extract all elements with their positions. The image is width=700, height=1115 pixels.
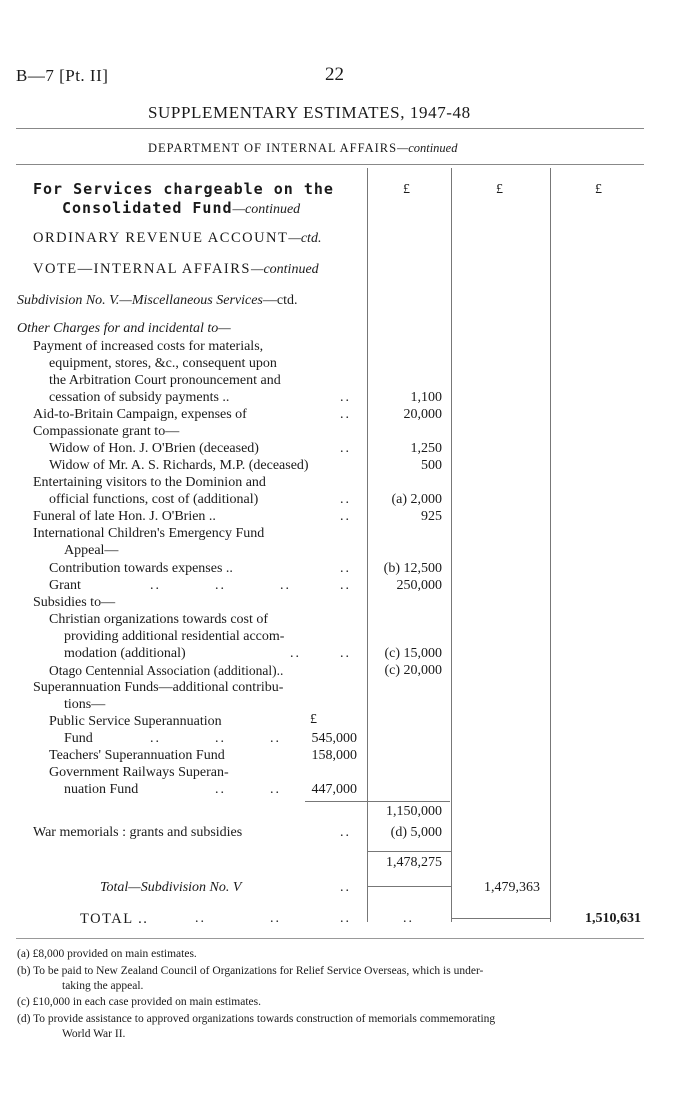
payment-line-1: Payment of increased costs for materials, — [33, 339, 264, 354]
column-3-currency: £ — [595, 182, 602, 197]
department-name: DEPARTMENT OF INTERNAL AFFAIRS — [148, 141, 398, 155]
footnote-d-line1: (d) To provide assistance to approved organizations towards construction of memorials commemorating — [17, 1013, 496, 1025]
grand-total-amount: 1,510,631 — [585, 911, 641, 926]
subdivision-name: Subdivision No. V.—Miscellaneous Services — [17, 293, 263, 308]
widow-richards-amount: 500 — [421, 458, 442, 473]
payment-line-4: cessation of subsidy payments .. — [49, 390, 230, 405]
page-number: 22 — [325, 64, 344, 85]
document-reference: B—7 [Pt. II] — [16, 66, 109, 85]
widow-richards-line: Widow of Mr. A. S. Richards, M.P. (deceased) — [49, 458, 309, 473]
psf-line-1: Public Service Superannuation — [49, 714, 222, 729]
otago-line: Otago Centennial Association (additional).. — [49, 663, 284, 678]
leader-dots: .. — [340, 492, 351, 507]
christian-line-2: providing additional residential accom- — [64, 629, 285, 644]
leader-dots: .. — [150, 578, 161, 593]
fund-name: Consolidated Fund — [62, 199, 233, 217]
rail-line-2: nuation Fund — [64, 782, 139, 797]
otago-amount: (c) 20,000 — [384, 663, 442, 678]
subtotal-amount: 1,478,275 — [386, 855, 442, 870]
grand-total-label: TOTAL .. — [80, 911, 149, 927]
aid-line: Aid-to-Britain Campaign, expenses of — [33, 407, 247, 422]
footnote-b-line2: taking the appeal. — [62, 980, 144, 992]
contribution-line: Contribution towards expenses .. — [49, 561, 233, 576]
super-total-amount: 1,150,000 — [386, 804, 442, 819]
leader-dots: .. — [340, 441, 351, 456]
subsidies-line: Subsidies to— — [33, 595, 116, 610]
grant-line: Grant — [49, 578, 81, 593]
christian-line-3: modation (additional) — [64, 646, 186, 661]
contribution-amount: (b) 12,500 — [383, 561, 442, 576]
leader-dots: .. — [340, 880, 351, 895]
subdivision-suffix: —ctd. — [262, 293, 298, 308]
column-2-currency: £ — [496, 182, 503, 197]
footnote-rule — [16, 938, 644, 939]
account-suffix: —ctd. — [288, 231, 322, 246]
total-subdivision-amount: 1,479,363 — [484, 880, 540, 895]
leader-dots: .. — [340, 561, 351, 576]
inner-currency: £ — [310, 712, 317, 727]
widow-obrien-amount: 1,250 — [410, 441, 442, 456]
funeral-amount: 925 — [421, 509, 442, 524]
subtotal-bottom-rule — [367, 886, 451, 887]
leader-dots: .. — [290, 646, 301, 661]
footnote-c: (c) £10,000 in each case provided on main estimates. — [17, 996, 261, 1008]
grand-total-rule — [451, 918, 550, 919]
footnote-a: (a) £8,000 provided on main estimates. — [17, 948, 197, 960]
section-heading-line2 — [62, 199, 300, 218]
subdivision-heading — [17, 291, 297, 309]
page-title: SUPPLEMENTARY ESTIMATES, 1947-48 — [148, 103, 471, 122]
leader-dots: .. — [215, 782, 226, 797]
header-rule — [16, 128, 644, 129]
leader-dots: .. — [270, 911, 281, 926]
leader-dots: .. — [340, 509, 351, 524]
column-divider-1 — [367, 168, 368, 922]
column-divider-2 — [451, 168, 452, 922]
column-1-currency: £ — [403, 182, 410, 197]
vote-heading — [33, 260, 319, 278]
rail-amount: 447,000 — [311, 782, 357, 797]
payment-line-2: equipment, stores, &c., consequent upon — [49, 356, 277, 371]
leader-dots: .. — [215, 731, 226, 746]
leader-dots: .. — [340, 390, 351, 405]
war-memorials-amount: (d) 5,000 — [390, 825, 442, 840]
department-suffix: —continued — [397, 141, 458, 155]
aid-amount: 20,000 — [403, 407, 442, 422]
super-line-2: tions— — [64, 697, 106, 712]
teachers-line: Teachers' Superannuation Fund — [49, 748, 225, 763]
department-title — [148, 141, 458, 156]
leader-dots: .. — [280, 578, 291, 593]
christian-amount: (c) 15,000 — [384, 646, 442, 661]
psf-line-2: Fund — [64, 731, 93, 746]
leader-dots: .. — [270, 731, 281, 746]
footnote-b-line1: (b) To be paid to New Zealand Council of Organizations for Relief Service Overseas, which is under- — [17, 965, 484, 977]
leader-dots: .. — [195, 911, 206, 926]
funeral-line: Funeral of late Hon. J. O'Brien .. — [33, 509, 216, 524]
super-line-1: Superannuation Funds—additional contribu- — [33, 680, 284, 695]
fund-suffix: —continued — [232, 202, 301, 217]
table-top-rule — [16, 164, 644, 165]
intl-line-1: International Children's Emergency Fund — [33, 526, 265, 541]
intl-line-2: Appeal— — [64, 543, 119, 558]
total-subdivision-label — [100, 880, 241, 896]
leader-dots: .. — [403, 911, 414, 926]
payment-amount: 1,100 — [410, 390, 442, 405]
compassionate-line: Compassionate grant to— — [33, 424, 180, 439]
teachers-amount: 158,000 — [311, 748, 357, 763]
section-heading-line1: For Services chargeable on the — [33, 180, 334, 198]
war-memorials-line: War memorials : grants and subsidies — [33, 825, 243, 840]
christian-line-1: Christian organizations towards cost of — [49, 612, 269, 627]
other-charges-heading — [17, 321, 231, 337]
total-subdivision-text: Total—Subdivision No. V — [100, 880, 242, 895]
entertaining-amount: (a) 2,000 — [391, 492, 442, 507]
entertaining-line-2: official functions, cost of (additional) — [49, 492, 259, 507]
leader-dots: .. — [340, 407, 351, 422]
grant-amount: 250,000 — [396, 578, 442, 593]
other-charges-text: Other Charges for and incidental to— — [17, 321, 231, 336]
leader-dots: .. — [270, 782, 281, 797]
entertaining-line-1: Entertaining visitors to the Dominion and — [33, 475, 266, 490]
account-name: ORDINARY REVENUE ACCOUNT — [33, 230, 289, 246]
account-heading — [33, 229, 321, 247]
payment-line-3: the Arbitration Court pronouncement and — [49, 373, 281, 388]
leader-dots: .. — [340, 578, 351, 593]
footnote-d-line2: World War II. — [62, 1028, 126, 1040]
column-divider-3 — [550, 168, 551, 922]
vote-suffix: —continued — [251, 262, 319, 277]
leader-dots: .. — [150, 731, 161, 746]
leader-dots: .. — [340, 825, 351, 840]
leader-dots: .. — [215, 578, 226, 593]
super-subtotal-rule — [305, 801, 450, 802]
vote-name: VOTE—INTERNAL AFFAIRS — [33, 261, 251, 277]
widow-obrien-line: Widow of Hon. J. O'Brien (deceased) — [49, 441, 259, 456]
subtotal-top-rule — [367, 851, 451, 852]
psf-amount: 545,000 — [311, 731, 357, 746]
leader-dots: .. — [340, 911, 351, 926]
leader-dots: .. — [340, 646, 351, 661]
rail-line-1: Government Railways Superan- — [49, 765, 229, 780]
